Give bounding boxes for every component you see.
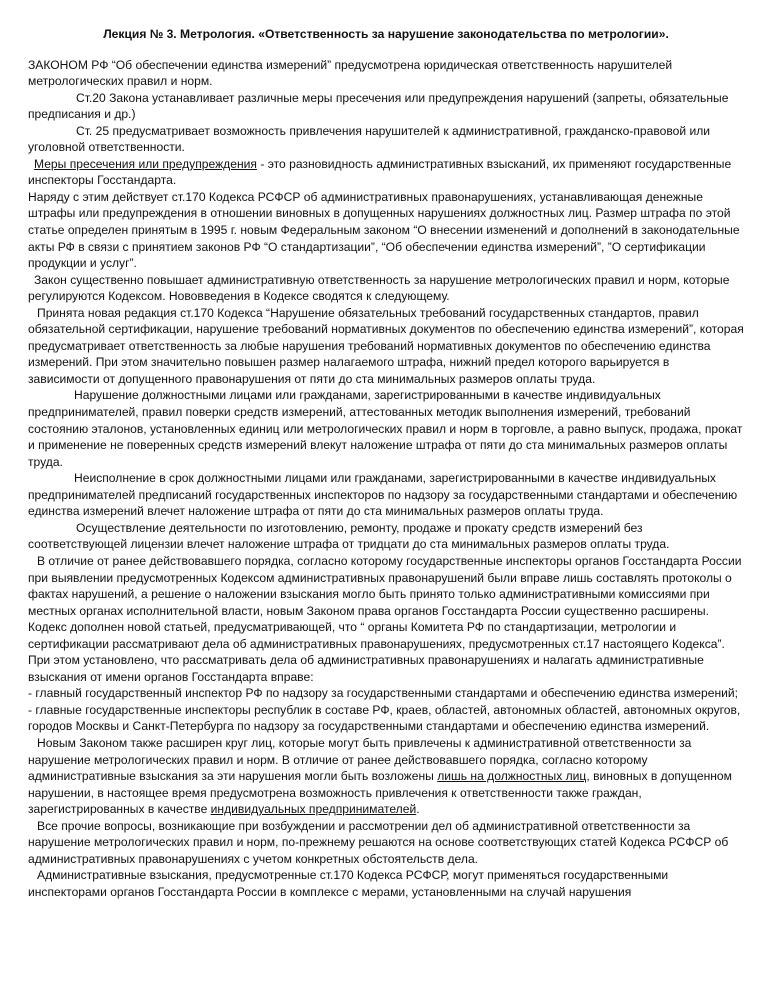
paragraph	[28, 702, 744, 735]
paragraph	[28, 867, 744, 900]
paragraph	[28, 818, 744, 868]
paragraph-text: Нарушение должностными лицами или гражданами, зарегистрированными в качестве индивидуальных предпринимателей, правил поверки средств измерений, аттестованных методик выполнения измерений, требований состоянию эталонов, установленных единиц или метрологических правил и норм в торговле, а равно выпуск, продажа, прокат и применение не поверенных средств измерений влекут наложение штрафа от пяти до ста минимальных размеров оплаты труда.	[28, 388, 743, 469]
paragraph	[28, 123, 744, 156]
paragraph	[28, 387, 744, 470]
paragraph-text: ЗАКОНОМ РФ “Об обеспечении единства измерений” предусмотрена юридическая ответственность нарушителей метрологических правил и норм.	[28, 57, 673, 89]
paragraph-text: Все прочие вопросы, возникающие при возбуждении и рассмотрении дел об административной ответственности за нарушение метрологических правил и норм, по-прежнему решаются на основе соответствующих статей Кодекса РСФСР об административных правонарушениях с учетом конкретных обстоятельств дела.	[28, 818, 729, 866]
paragraph-text: Ст.20 Закона устанавливает различные меры пресечения или предупреждения нарушений (запреты, обязательные предписания и др.)	[28, 90, 729, 122]
paragraph	[28, 652, 744, 685]
paragraph	[28, 156, 744, 189]
paragraph	[28, 90, 744, 123]
paragraph	[28, 470, 744, 520]
paragraph-text: Неисполнение в срок должностными лицами или гражданами, зарегистрированными в качестве индивидуальных предпринимателей предписаний государственных инспекторов по надзору за государственными стандартами и обеспечению единства измерений влечет наложение штрафа от пяти до ста минимальных размеров оплаты труда.	[28, 471, 738, 519]
paragraph-text: Новым Законом также расширен круг лиц, которые могут быть привлечены к административной ответственности за нарушение метрологических правил и норм. В отличие от ранее действовавшего порядка, согласно которому административные взыскания за эти нарушения могли быть возложены	[28, 735, 692, 784]
paragraph-text: В отличие от ранее действовавшего порядка, согласно которому государственные инспекторы органов Госстандарта России при выявлении предусмотренных Кодексом административных правонарушений были вправе лишь составлять протоколы о фактах нарушений, а решение о наложении взыскания могло быть принято только административными комиссиями при местных органах исполнительной власти, новым Законом права органов Госстандарта России существенно расширены. Кодекс дополнен новой статьей, предусматривающей, что “ органы Комитета РФ по стандартизации, метрологии и сертификации рассматривают дела об административных правонарушениях, предусмотренных ст.17 настоящего Кодекса”.	[28, 553, 742, 651]
paragraph-text: - главный государственный инспектор РФ по надзору за государственными стандартами и обеспечению единства измерений;	[28, 686, 739, 701]
paragraph	[28, 685, 744, 702]
paragraph-text: - это разновидность административных взысканий, их применяют государственные инспекторы Госстандарта.	[28, 156, 732, 188]
paragraph-text: Закон существенно повышает административную ответственность за нарушение метрологических правил и норм, которые регулируются Кодексом. Нововведения в Кодексе сводятся к следующему.	[28, 272, 730, 304]
paragraph-text: .	[416, 802, 420, 817]
paragraph	[28, 189, 744, 272]
paragraph-text: Принята новая редакция ст.170 Кодекса “Нарушение обязательных требований государственных стандартов, правил обязательной сертификации, нарушение требований нормативных документов по обеспечению единства измерений”, которая предусматривает ответственность за любые нарушения требований нормативных документов по обеспечению единства измерений. При этом значительно повышен размер налагаемого штрафа, нижний предел которого варьируется в зависимости от допущенного правонарушения от пяти до ста минимальных размеров оплаты труда.	[28, 305, 744, 386]
underlined-text: лишь на должностных лиц	[437, 769, 587, 784]
paragraph-text: , виновных в допущенном нарушении, в настоящее время предусмотрена возможность привлечения к ответственности также граждан, зарегистрированных в качестве	[28, 769, 732, 817]
paragraph-text: Осуществление деятельности по изготовлению, ремонту, продаже и прокату средств измерений без соответствующей лицензии влечет наложение штрафа от тридцати до ста минимальных размеров оплаты труда.	[28, 520, 670, 552]
paragraph-text: Административные взыскания, предусмотренные ст.170 Кодекса РСФСР, могут применяться государственными инспекторами органов Госстандарта России в комплексе с мерами, установленными на случай нарушения	[28, 868, 669, 899]
paragraph	[28, 553, 744, 652]
underlined-text: индивидуальных предпринимателей	[210, 802, 417, 817]
paragraph	[28, 57, 744, 90]
paragraph-text: Наряду с этим действует ст.170 Кодекса РСФСР об административных правонарушениях, устанавливающая денежные штрафы или предупреждения в отношении виновных в допущенных нарушениях должностных лиц. Размер штрафа по этой статье определен принятым в 1995 г. новым Федеральным законом “О внесении изменений и дополнений в законодательные акты РФ в связи с принятием законов РФ “О стандартизации”, “Об обеспечении единства измерений”, ”О сертификации продукции и услуг”.	[28, 189, 740, 271]
underlined-text: Меры пресечения или предупреждения	[34, 156, 257, 171]
document-body	[28, 57, 744, 901]
paragraph-text: Ст. 25 предусматривает возможность привлечения нарушителей к административной, гражданско-правовой или уголовной ответственности.	[28, 123, 711, 155]
paragraph	[28, 735, 744, 818]
paragraph-text: При этом установлено, что рассматривать дела об административных правонарушениях и налагать административные взыскания от имени органов Госстандарта вправе:	[28, 653, 704, 684]
document-page	[28, 26, 744, 900]
paragraph	[28, 520, 744, 553]
page-title: Лекция № 3. Метрология. «Ответственность за нарушение законодательства по метрологии».	[103, 27, 669, 41]
paragraph-text: - главные государственные инспекторы республик в составе РФ, краев, областей, автономных областей, автономных округов, городов Москвы и Санкт-Петербурга по надзору за государственными стандартами и обеспечению единства измерений.	[28, 702, 741, 734]
paragraph	[28, 305, 744, 388]
paragraph	[28, 272, 744, 305]
